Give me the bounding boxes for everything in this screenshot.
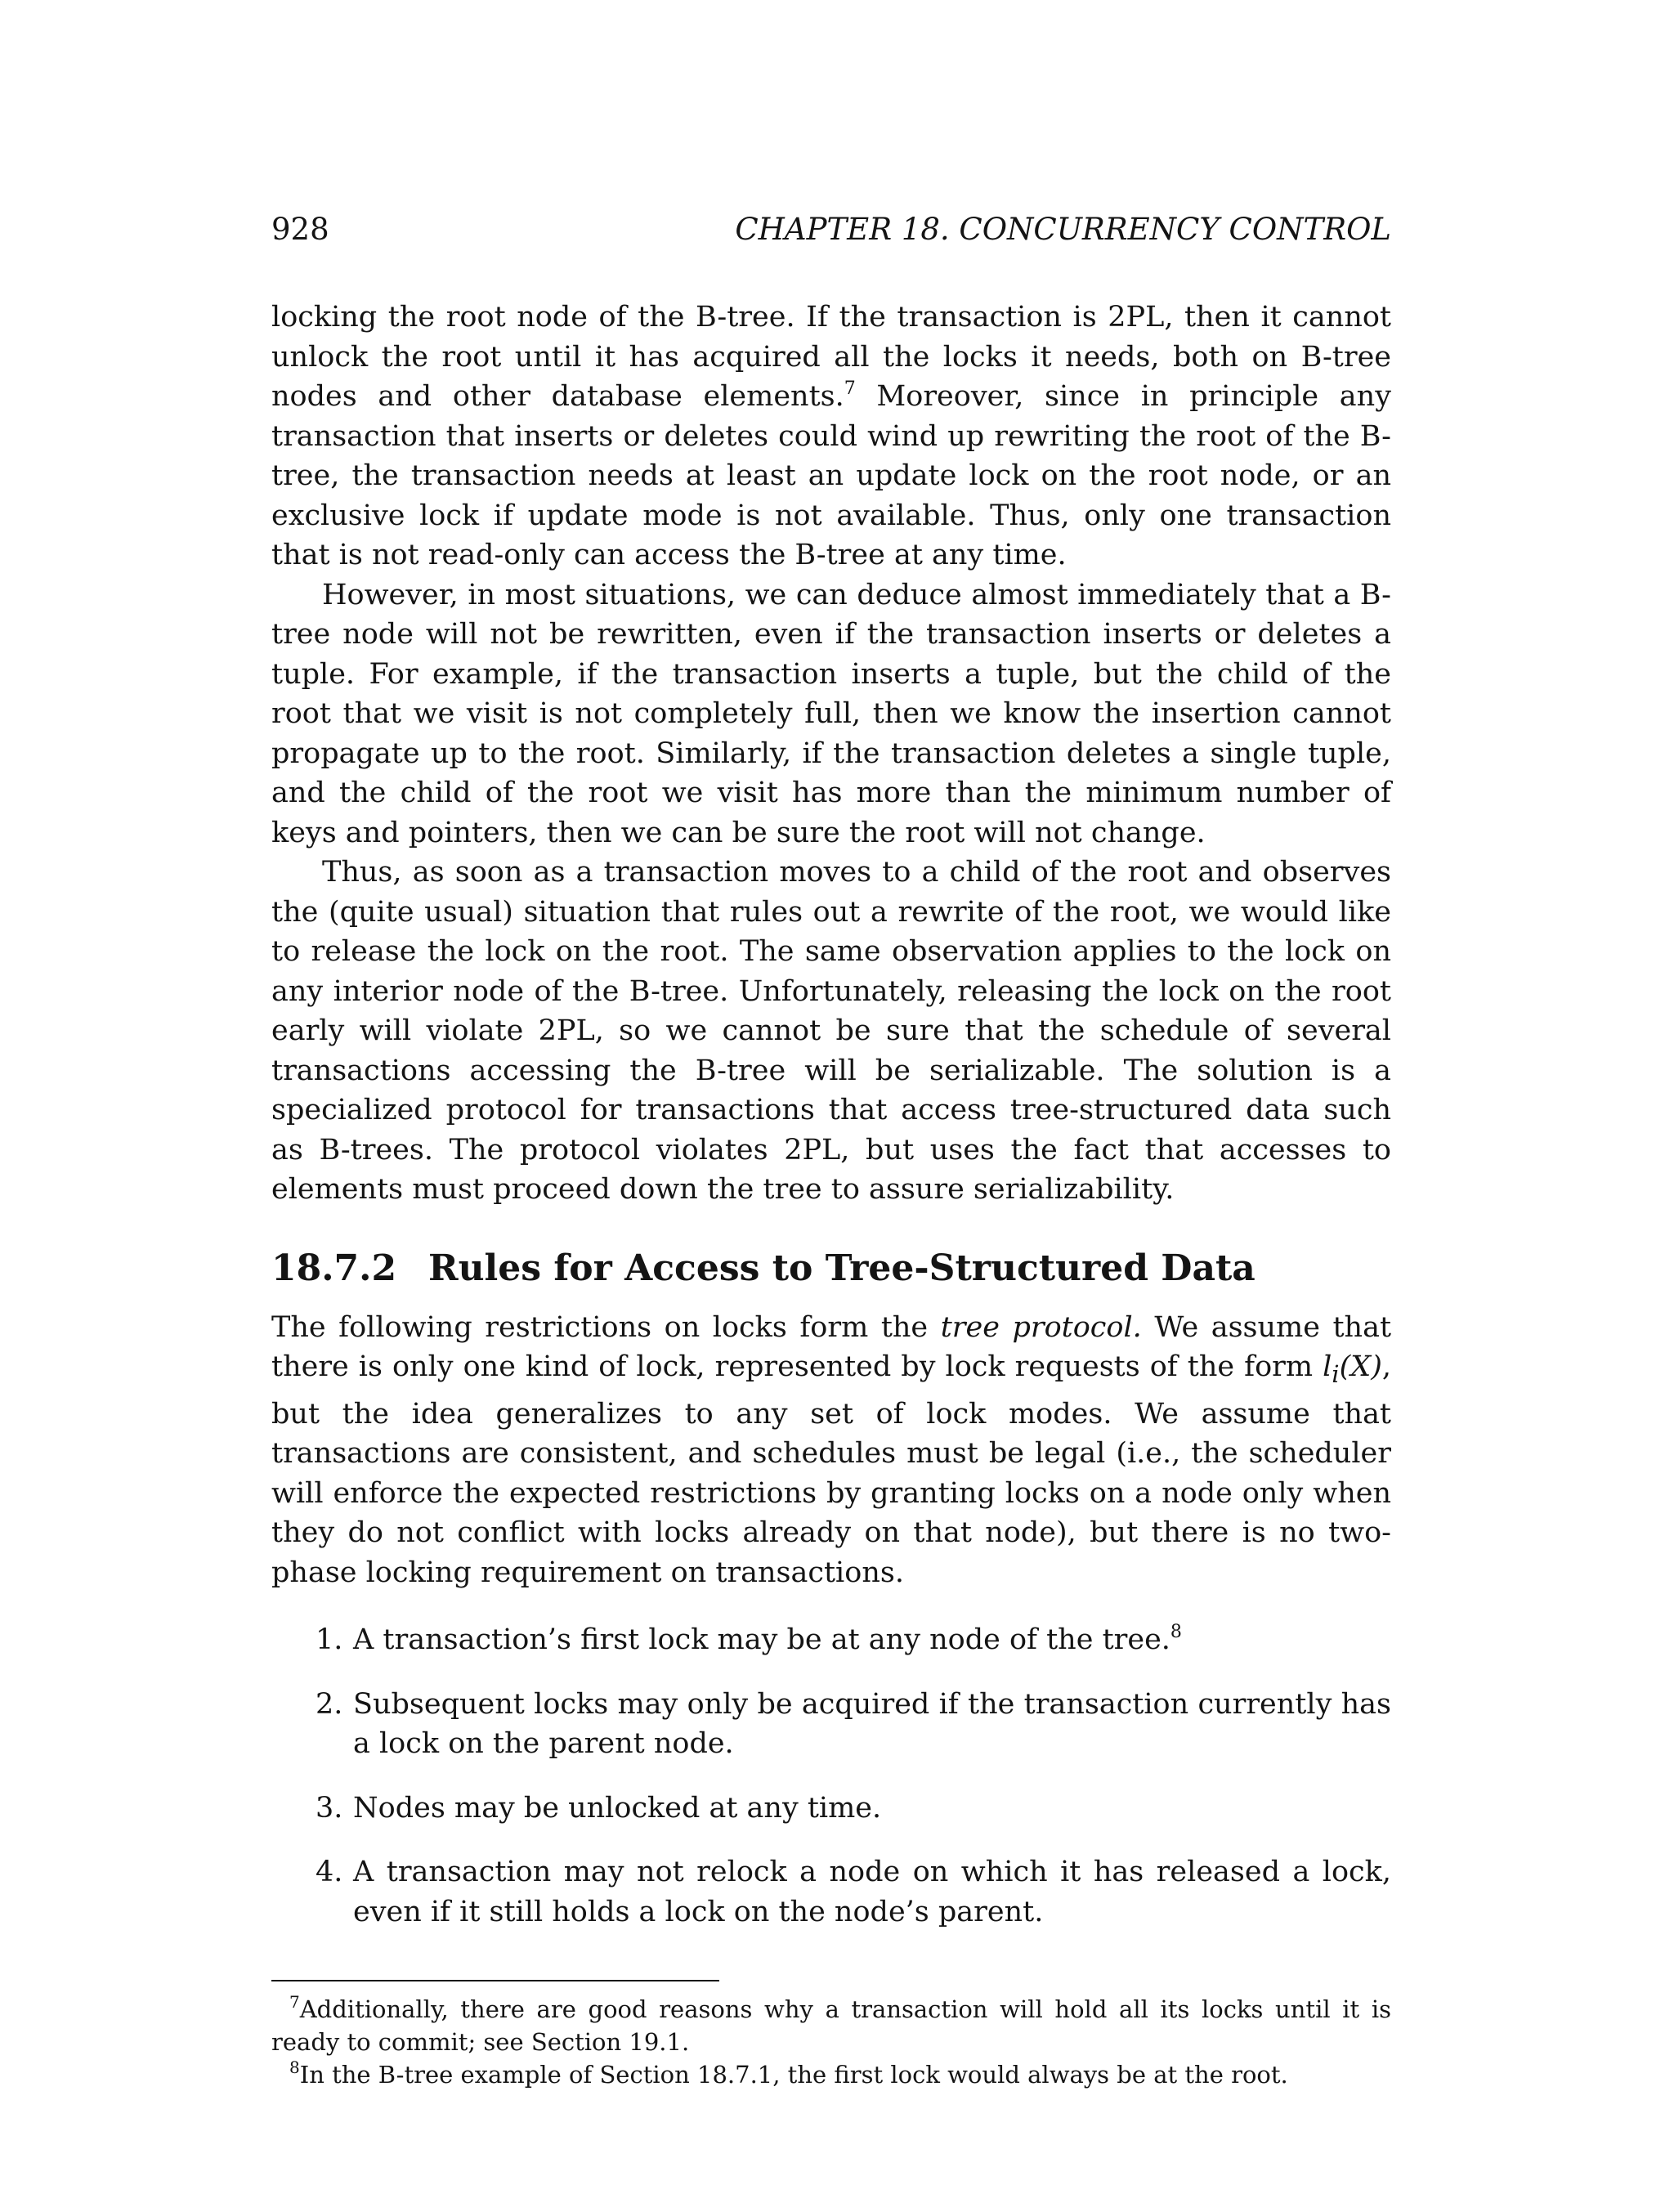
list-item-text: A transaction may not relock a node on which it has released a lock, even if it still holds a lock on the node’s parent.: [353, 1856, 1391, 1928]
chapter-title: CHAPTER 18. CONCURRENCY CONTROL: [735, 212, 1391, 247]
math-argument: (X): [1339, 1350, 1382, 1383]
section-heading: [271, 1244, 1391, 1293]
paragraph-locking-root: [271, 298, 1391, 575]
paragraph-text: We assume that there is only one kind of lock, represented by lock requests of the form: [271, 1310, 1392, 1383]
list-item-text: Subsequent locks may only be acquired if the transaction currently has a lock on the parent node.: [353, 1687, 1391, 1760]
paragraph-text: locking the root node of the B-tree. If the transaction is 2PL, then it cannot unlock the root until it has acquired all the locks it needs, both on B-tree nodes and other database elements.: [271, 301, 1391, 413]
tree-protocol-rules: [271, 1620, 1391, 1932]
main-text: [271, 298, 1391, 1956]
math-subscript: i: [1332, 1360, 1340, 1388]
page-number: 928: [271, 212, 329, 247]
paragraph-text: , but the idea generalizes to any set of lock modes. We assume that transactions are consistent, and schedules must be legal (i.e., the scheduler will enforce the expected restrictions by granting locks on a node only when they do not conflict with locks already on that node), but there is no two-phase locking requirement on transactions.: [271, 1350, 1391, 1589]
footnotes: [271, 1993, 1391, 2091]
list-item-text: A transaction’s first lock may be at any node of the tree.: [353, 1623, 1170, 1656]
term-tree-protocol: tree protocol.: [940, 1310, 1142, 1344]
list-item-text: Nodes may be unlocked at any time.: [353, 1791, 882, 1825]
list-marker: 2.: [316, 1687, 343, 1721]
list-marker: 4.: [316, 1856, 343, 1888]
list-item: [271, 1789, 1391, 1829]
math-lock-request: [1323, 1350, 1382, 1388]
footnote-text: Additionally, there are good reasons why a transaction will hold all its locks until it is ready to commit; see Section 19.1.: [271, 1995, 1391, 2056]
footnote-marker: 7: [844, 378, 856, 399]
footnote-separator: [271, 1980, 719, 1981]
footnote-marker: 8: [1170, 1622, 1182, 1642]
list-marker: 3.: [316, 1791, 343, 1825]
footnote-mark: 8: [289, 2058, 300, 2077]
math-symbol: l: [1323, 1350, 1332, 1383]
section-number: 18.7.2: [271, 1247, 397, 1289]
footnote-text: In the B-tree example of Section 18.7.1, the first lock would always be at the root.: [299, 2061, 1288, 2089]
running-head: [271, 209, 1391, 250]
paragraph-text: The following restrictions on locks form the: [271, 1310, 941, 1344]
footnote: [271, 1993, 1391, 2058]
paragraph-tree-protocol: [271, 1308, 1391, 1593]
list-item: [271, 1685, 1391, 1764]
paragraph-release-lock: Thus, as soon as a transaction moves to a child of the root and observes the (quite usual) situation that rules out a rewrite of the root, we would like to release the lock on the root. The same observation applies to the lock on any interior node of the B-tree. Unfortunately, releasing the lock on the root early will violate 2PL, so we cannot be sure that the schedule of several transactions accessing the B-tree will be serializable. The solution is a specialized protocol for transactions that access tree-structured data such as B-trees. The protocol violates 2PL, but uses the fact that accesses to elements must proceed down the tree to assure serializability.: [271, 856, 1391, 1206]
list-item: [271, 1620, 1391, 1660]
list-item: [271, 1852, 1391, 1932]
list-marker: 1.: [316, 1623, 343, 1656]
paragraph-most-situations: However, in most situations, we can deduce almost immediately that a B-tree node will not be rewritten, even if the transaction inserts or deletes a tuple. For example, if the transaction inserts a tuple, but the child of the root that we visit is not completely full, then we know the insertion cannot propagate up to the root. Similarly, if the transaction deletes a single tuple, and the child of the root we visit has more than the minimum number of keys and pointers, then we can be sure the root will not change.: [271, 578, 1391, 849]
footnote-mark: 7: [289, 1992, 300, 2012]
footnote: [271, 2058, 1391, 2091]
section-title: Rules for Access to Tree-Structured Data: [428, 1247, 1256, 1289]
paragraph-text: Moreover, since in principle any transaction that inserts or deletes could wind up rewriting the root of the B-tree, the transaction needs at least an update lock on the root node, or an exclusive lock if update mode is not available. Thus, only one transaction that is not read-only can access the B-tree at any time.: [271, 380, 1391, 571]
